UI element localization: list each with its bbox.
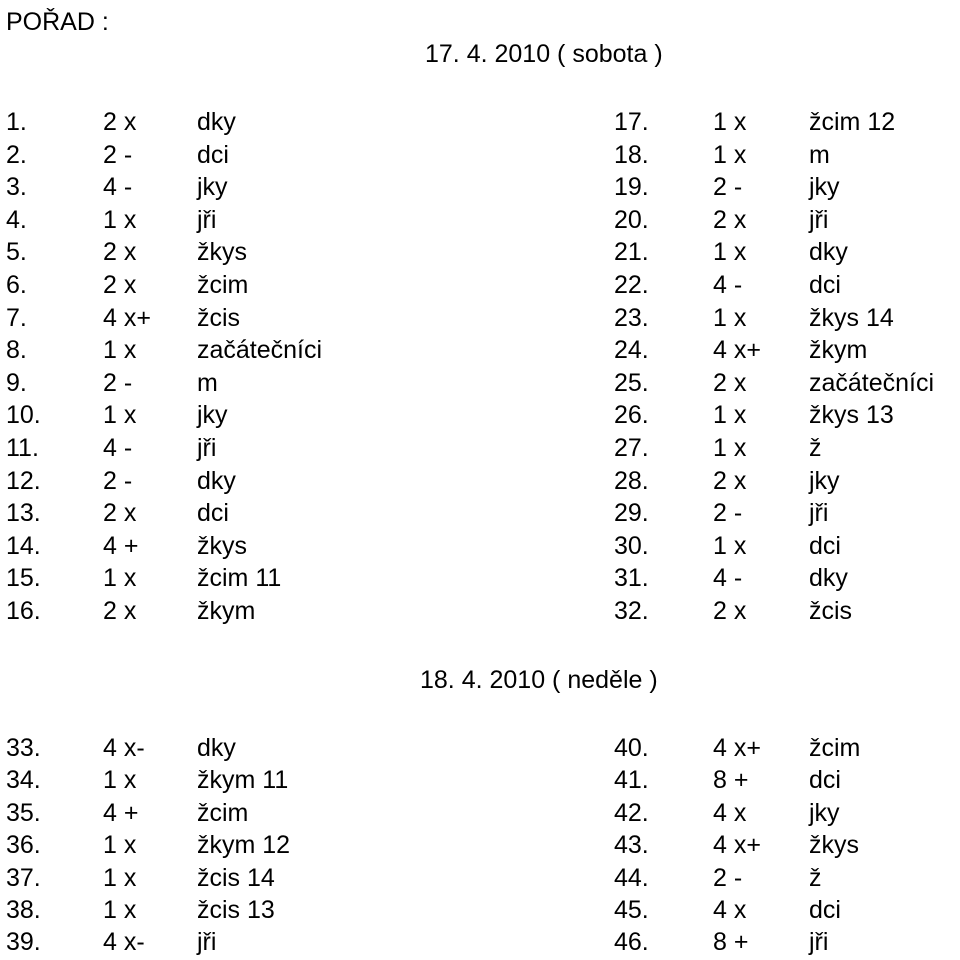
race-count: 2 - <box>713 499 743 528</box>
race-number: 26. <box>614 401 649 430</box>
schedule-row <box>0 862 960 895</box>
race-count: 4 + <box>103 798 139 827</box>
race-category: ž <box>809 863 822 892</box>
race-category: dci <box>809 531 841 560</box>
race-category: jři <box>809 499 829 528</box>
schedule-row <box>0 106 960 139</box>
race-count: 2 x <box>103 271 137 299</box>
race-category: žkys 13 <box>809 401 894 430</box>
race-category: žkys <box>197 531 247 560</box>
race-number: 3. <box>6 173 27 202</box>
race-number: 30. <box>614 531 649 560</box>
race-category: jky <box>809 798 840 827</box>
race-category: jky <box>197 173 228 202</box>
race-category: žkym <box>809 336 868 365</box>
race-number: 37. <box>6 863 41 892</box>
race-category: dky <box>809 564 848 593</box>
race-count: 8 + <box>713 766 749 795</box>
race-count: 1 x <box>103 863 137 892</box>
race-count: 4 - <box>713 564 743 593</box>
race-count: 4 x+ <box>713 831 761 860</box>
race-count: 4 x <box>713 798 747 827</box>
race-number: 38. <box>6 896 41 924</box>
race-number: 41. <box>614 766 649 795</box>
race-count: 2 x <box>103 238 137 267</box>
race-number: 39. <box>6 928 41 957</box>
race-number: 18. <box>614 140 649 169</box>
race-number: 44. <box>614 863 649 892</box>
race-category: žcim <box>809 734 861 762</box>
race-number: 24. <box>614 336 649 365</box>
race-count: 1 x <box>713 238 747 267</box>
race-count: 4 x+ <box>713 336 761 365</box>
race-number: 28. <box>614 466 649 495</box>
race-number: 19. <box>614 173 649 202</box>
race-number: 4. <box>6 205 27 234</box>
race-number: 21. <box>614 238 649 267</box>
schedule-row <box>0 334 960 367</box>
schedule-row <box>0 171 960 204</box>
race-category: žkym 12 <box>197 831 291 860</box>
race-number: 16. <box>6 597 41 625</box>
race-count: 1 x <box>103 401 137 430</box>
race-category: jky <box>809 466 840 495</box>
race-category: jři <box>809 928 829 957</box>
race-count: 4 x- <box>103 734 145 762</box>
race-count: 1 x <box>713 140 747 169</box>
race-category: dky <box>197 466 236 495</box>
race-category: jky <box>197 401 228 430</box>
race-category: žkys 14 <box>809 303 894 332</box>
race-category: dky <box>197 108 236 136</box>
race-category: žcim 12 <box>809 108 896 136</box>
race-number: 8. <box>6 336 27 365</box>
race-category: žkym <box>197 597 256 625</box>
race-count: 2 x <box>713 597 747 625</box>
race-number: 36. <box>6 831 41 860</box>
race-category: jky <box>809 173 840 202</box>
race-category: žcis 14 <box>197 863 275 892</box>
race-category: žcis <box>809 597 853 625</box>
race-category: dci <box>197 140 229 169</box>
race-count: 4 + <box>103 531 139 560</box>
race-count: 2 - <box>103 466 133 495</box>
race-number: 10. <box>6 401 41 430</box>
race-count: 2 x <box>103 597 137 625</box>
race-count: 1 x <box>103 896 137 924</box>
schedule-row <box>0 926 960 959</box>
race-category: dci <box>809 271 841 299</box>
schedule-row <box>0 595 960 628</box>
race-number: 7. <box>6 303 27 332</box>
race-category: ž <box>809 434 822 462</box>
race-count: 2 - <box>103 140 133 169</box>
race-number: 1. <box>6 108 27 136</box>
race-category: dky <box>197 734 236 762</box>
schedule-row <box>0 236 960 269</box>
race-category: jři <box>197 205 217 234</box>
race-category: žcim <box>197 798 249 827</box>
race-number: 31. <box>614 564 649 593</box>
race-number: 14. <box>6 531 41 560</box>
race-count: 2 x <box>713 205 747 234</box>
race-count: 2 - <box>713 863 743 892</box>
race-category: začátečníci <box>809 368 935 397</box>
schedule-row <box>0 269 960 302</box>
race-number: 29. <box>614 499 649 528</box>
race-count: 4 x- <box>103 928 145 957</box>
race-category: žcis 13 <box>197 896 275 924</box>
schedule-row <box>0 829 960 862</box>
race-number: 5. <box>6 238 27 267</box>
race-number: 23. <box>614 303 649 332</box>
race-number: 40. <box>614 734 649 762</box>
schedule-row <box>0 465 960 498</box>
race-category: začátečníci <box>197 336 323 365</box>
race-number: 2. <box>6 140 27 169</box>
race-count: 4 x+ <box>103 303 151 332</box>
race-category: žcim <box>197 271 249 299</box>
schedule-row <box>0 530 960 563</box>
day-heading-sunday: 18. 4. 2010 ( neděle ) <box>420 666 658 694</box>
race-number: 33. <box>6 734 41 762</box>
race-number: 20. <box>614 205 649 234</box>
race-category: dky <box>809 238 848 267</box>
race-count: 1 x <box>713 108 747 136</box>
race-number: 17. <box>614 108 649 136</box>
race-number: 43. <box>614 831 649 860</box>
race-count: 1 x <box>103 336 137 365</box>
race-number: 12. <box>6 466 41 495</box>
schedule-row <box>0 432 960 465</box>
race-category: m <box>197 368 218 397</box>
race-number: 11. <box>6 434 39 462</box>
race-count: 4 x <box>713 896 747 924</box>
schedule-row <box>0 732 960 765</box>
schedule-row <box>0 302 960 335</box>
schedule-row <box>0 367 960 400</box>
race-count: 1 x <box>103 205 137 234</box>
race-category: žkys <box>197 238 247 267</box>
race-number: 6. <box>6 271 27 299</box>
race-number: 35. <box>6 798 41 827</box>
race-category: m <box>809 140 830 169</box>
race-category: žcis <box>197 303 241 332</box>
race-number: 46. <box>614 928 649 957</box>
race-count: 1 x <box>713 303 747 332</box>
race-count: 4 - <box>713 271 743 299</box>
race-number: 32. <box>614 597 649 625</box>
race-number: 22. <box>614 271 649 299</box>
race-category: dci <box>809 766 841 795</box>
race-count: 4 x+ <box>713 734 761 762</box>
race-number: 13. <box>6 499 41 528</box>
race-count: 2 x <box>103 108 137 136</box>
race-count: 1 x <box>103 831 137 860</box>
race-category: jři <box>197 928 217 957</box>
schedule-row <box>0 497 960 530</box>
race-category: jři <box>197 434 217 462</box>
race-count: 2 x <box>103 499 137 528</box>
race-number: 25. <box>614 368 649 397</box>
race-count: 2 x <box>713 368 747 397</box>
race-count: 4 - <box>103 434 133 462</box>
race-count: 2 - <box>713 173 743 202</box>
schedule-row <box>0 764 960 797</box>
race-number: 45. <box>614 896 649 924</box>
schedule-row <box>0 139 960 172</box>
race-count: 1 x <box>103 564 137 593</box>
race-count: 4 - <box>103 173 133 202</box>
race-count: 2 x <box>713 466 747 495</box>
race-count: 1 x <box>103 766 137 795</box>
race-category: žkym 11 <box>197 766 289 795</box>
race-category: žkys <box>809 831 859 860</box>
schedule-row <box>0 797 960 830</box>
race-count: 1 x <box>713 434 747 462</box>
race-count: 8 + <box>713 928 749 957</box>
race-count: 2 - <box>103 368 133 397</box>
schedule-row <box>0 562 960 595</box>
race-category: dci <box>809 896 841 924</box>
race-number: 9. <box>6 368 27 397</box>
page-title: POŘAD : <box>6 8 109 36</box>
race-count: 1 x <box>713 401 747 430</box>
schedule-row <box>0 399 960 432</box>
race-count: 1 x <box>713 531 747 560</box>
race-number: 27. <box>614 434 649 462</box>
race-number: 15. <box>6 564 41 593</box>
schedule-row <box>0 894 960 927</box>
race-category: jři <box>809 205 829 234</box>
schedule-row <box>0 204 960 237</box>
race-category: žcim 11 <box>197 564 282 593</box>
day-heading-saturday: 17. 4. 2010 ( sobota ) <box>425 40 663 68</box>
race-number: 34. <box>6 766 41 795</box>
race-number: 42. <box>614 798 649 827</box>
race-category: dci <box>197 499 229 528</box>
